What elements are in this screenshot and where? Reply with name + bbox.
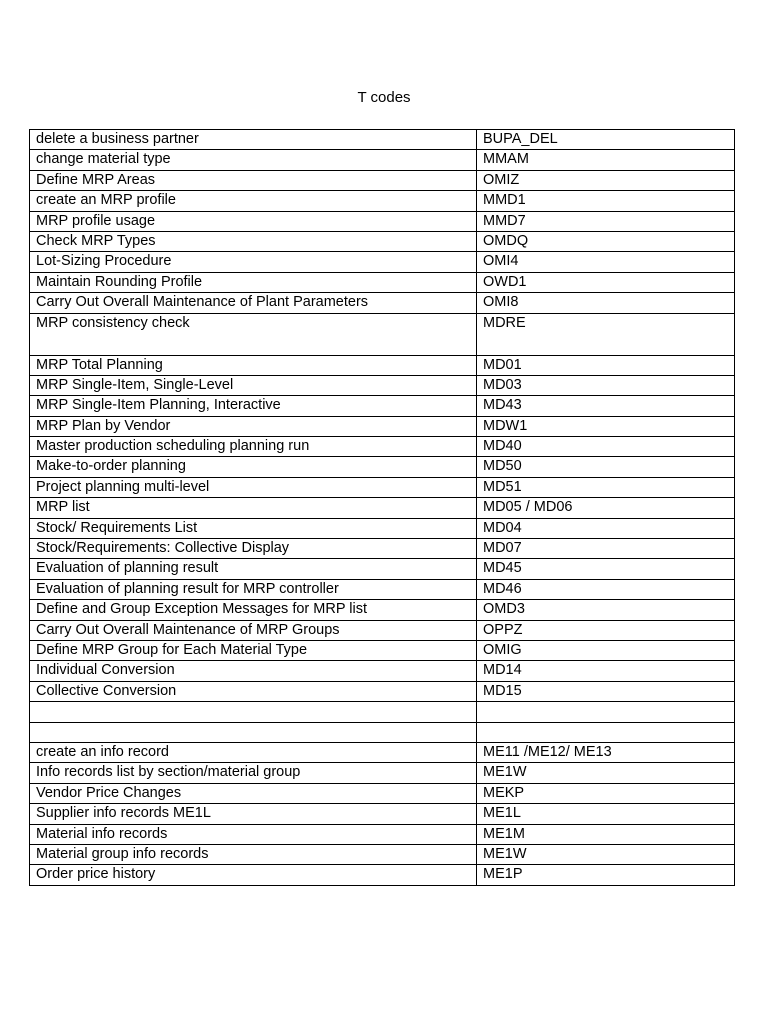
description-cell: Supplier info records ME1L	[30, 804, 477, 824]
description-cell: Define MRP Areas	[30, 170, 477, 190]
table-row	[30, 130, 735, 150]
description-cell: Carry Out Overall Maintenance of MRP Groups	[30, 620, 477, 640]
tcode-cell: MD40	[477, 437, 735, 457]
tcode-cell: MD14	[477, 661, 735, 681]
tcode-cell: OWD1	[477, 272, 735, 292]
description-cell: Project planning multi-level	[30, 477, 477, 497]
tcode-cell: BUPA_DEL	[477, 130, 735, 150]
page-title: T codes	[357, 89, 411, 106]
tcode-cell	[477, 702, 735, 722]
tcode-table	[29, 129, 735, 886]
table-row	[30, 600, 735, 620]
description-cell: create an info record	[30, 742, 477, 762]
table-row	[30, 375, 735, 395]
table-row	[30, 783, 735, 803]
tcode-table-body	[30, 130, 735, 886]
table-row	[30, 477, 735, 497]
description-cell: Individual Conversion	[30, 661, 477, 681]
description-cell: MRP profile usage	[30, 211, 477, 231]
table-row	[30, 620, 735, 640]
table-row	[30, 539, 735, 559]
tcode-cell: OMI4	[477, 252, 735, 272]
description-cell: Check MRP Types	[30, 231, 477, 251]
tcode-cell: OMI8	[477, 293, 735, 313]
description-cell: MRP consistency check	[30, 313, 477, 355]
description-cell: Material group info records	[30, 844, 477, 864]
tcode-cell: OMIZ	[477, 170, 735, 190]
tcode-cell: MD05 / MD06	[477, 498, 735, 518]
tcode-cell: ME1W	[477, 763, 735, 783]
tcode-cell: ME1M	[477, 824, 735, 844]
description-cell: Lot-Sizing Procedure	[30, 252, 477, 272]
table-row	[30, 170, 735, 190]
tcode-cell: OPPZ	[477, 620, 735, 640]
description-cell: Stock/Requirements: Collective Display	[30, 539, 477, 559]
description-cell: MRP list	[30, 498, 477, 518]
table-row	[30, 437, 735, 457]
table-row	[30, 272, 735, 292]
tcode-cell: MMD1	[477, 191, 735, 211]
tcode-cell: ME1P	[477, 865, 735, 885]
description-cell: change material type	[30, 150, 477, 170]
table-row	[30, 742, 735, 762]
table-row	[30, 191, 735, 211]
tcode-cell: MD03	[477, 375, 735, 395]
tcode-cell: MD04	[477, 518, 735, 538]
description-cell: Maintain Rounding Profile	[30, 272, 477, 292]
description-cell: Master production scheduling planning run	[30, 437, 477, 457]
table-row	[30, 640, 735, 660]
description-cell: Order price history	[30, 865, 477, 885]
tcode-cell: MEKP	[477, 783, 735, 803]
description-cell: create an MRP profile	[30, 191, 477, 211]
table-row	[30, 824, 735, 844]
table-row	[30, 844, 735, 864]
description-cell: Vendor Price Changes	[30, 783, 477, 803]
table-row	[30, 498, 735, 518]
tcode-cell	[477, 722, 735, 742]
description-cell: Define and Group Exception Messages for MRP list	[30, 600, 477, 620]
tcode-cell: MD43	[477, 396, 735, 416]
description-cell: Carry Out Overall Maintenance of Plant Parameters	[30, 293, 477, 313]
table-row	[30, 763, 735, 783]
description-cell: Info records list by section/material group	[30, 763, 477, 783]
table-row	[30, 313, 735, 355]
tcode-cell: MD51	[477, 477, 735, 497]
description-cell: MRP Plan by Vendor	[30, 416, 477, 436]
description-cell: MRP Single-Item, Single-Level	[30, 375, 477, 395]
table-row	[30, 211, 735, 231]
table-row	[30, 231, 735, 251]
tcode-cell: MD50	[477, 457, 735, 477]
table-row	[30, 804, 735, 824]
table-row	[30, 518, 735, 538]
tcode-cell: MDRE	[477, 313, 735, 355]
description-cell: MRP Single-Item Planning, Interactive	[30, 396, 477, 416]
tcode-cell: MD46	[477, 579, 735, 599]
tcode-cell: MD15	[477, 681, 735, 701]
tcode-cell: OMIG	[477, 640, 735, 660]
tcode-cell: ME11 /ME12/ ME13	[477, 742, 735, 762]
table-row	[30, 559, 735, 579]
description-cell	[30, 722, 477, 742]
table-row	[30, 396, 735, 416]
table-row	[30, 457, 735, 477]
description-cell: Make-to-order planning	[30, 457, 477, 477]
tcode-cell: MDW1	[477, 416, 735, 436]
description-cell	[30, 702, 477, 722]
table-row	[30, 722, 735, 742]
description-cell: Collective Conversion	[30, 681, 477, 701]
table-row	[30, 416, 735, 436]
description-cell: MRP Total Planning	[30, 355, 477, 375]
description-cell: Material info records	[30, 824, 477, 844]
table-row	[30, 252, 735, 272]
tcode-cell: OMDQ	[477, 231, 735, 251]
tcode-cell: MMAM	[477, 150, 735, 170]
description-cell: Evaluation of planning result	[30, 559, 477, 579]
tcode-cell: MD45	[477, 559, 735, 579]
description-cell: Define MRP Group for Each Material Type	[30, 640, 477, 660]
tcode-cell: ME1L	[477, 804, 735, 824]
tcode-cell: OMD3	[477, 600, 735, 620]
table-row	[30, 150, 735, 170]
tcode-cell: MD07	[477, 539, 735, 559]
description-cell: Evaluation of planning result for MRP controller	[30, 579, 477, 599]
table-row	[30, 702, 735, 722]
tcode-cell: ME1W	[477, 844, 735, 864]
table-row	[30, 865, 735, 885]
description-cell: delete a business partner	[30, 130, 477, 150]
table-row	[30, 355, 735, 375]
table-row	[30, 293, 735, 313]
table-row	[30, 681, 735, 701]
description-cell: Stock/ Requirements List	[30, 518, 477, 538]
tcode-cell: MD01	[477, 355, 735, 375]
table-row	[30, 661, 735, 681]
table-row	[30, 579, 735, 599]
tcode-cell: MMD7	[477, 211, 735, 231]
